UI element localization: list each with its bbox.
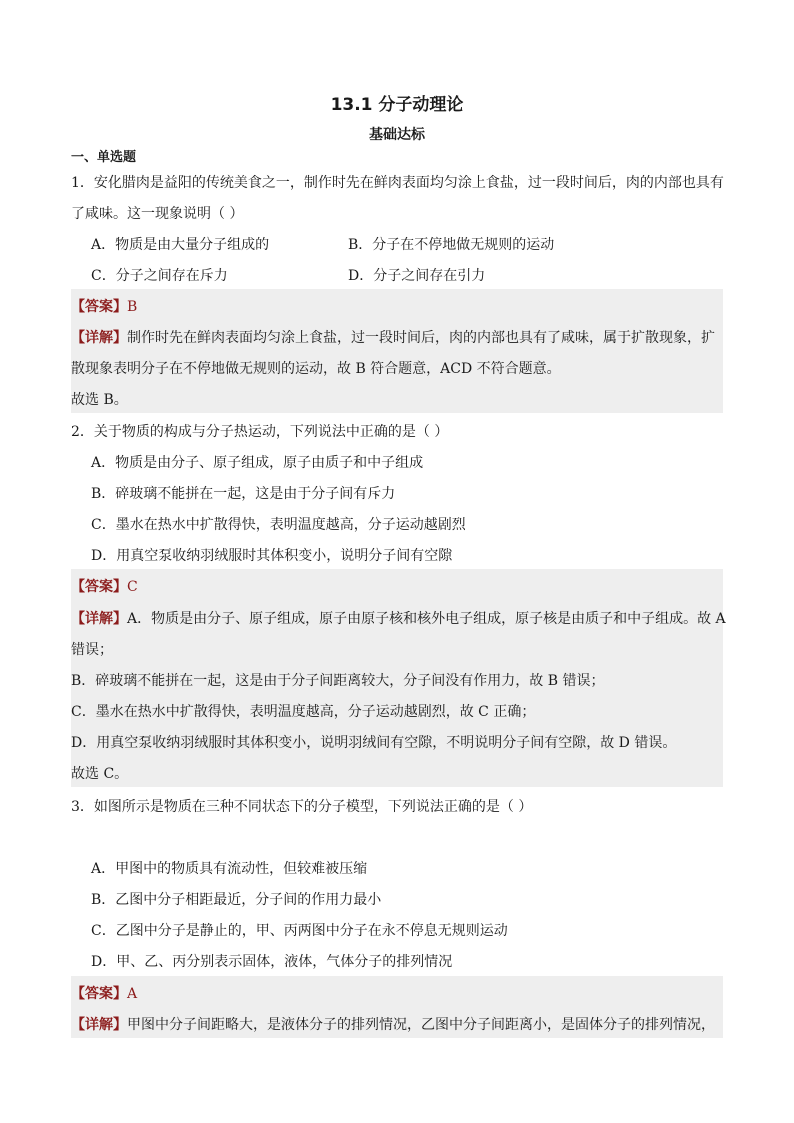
q2-detail-line-4: C．墨水在热水中扩散得快，表明温度越高，分子运动越剧烈，故 C 正确； (71, 704, 536, 720)
q3-option-c: C．乙图中分子是静止的，甲、丙两图中分子在永不停息无规则运动 (91, 923, 508, 939)
q2-option-b: B．碎玻璃不能拼在一起，这是由于分子间有斥力 (91, 486, 396, 502)
q1-option-c: C．分子之间存在斥力 (91, 268, 228, 284)
answer-tag: 【答案】 (71, 986, 127, 1002)
answer-value: C (127, 579, 138, 595)
answer-tag: 【答案】 (71, 299, 127, 315)
q2-conclusion: 故选 C。 (71, 766, 129, 782)
answer-value: A (127, 986, 138, 1002)
q2-stem: 2．关于物质的构成与分子热运动，下列说法中正确的是（ ） (71, 424, 449, 440)
answer-value: B (127, 299, 138, 315)
q1-stem-line-1: 1．安化腊肉是益阳的传统美食之一，制作时先在鲜肉表面均匀涂上食盐，过一段时间后，肉的内部也具有 (71, 175, 724, 191)
q1-detail-line-2: 散现象表明分子在不停地做无规则的运动，故 B 符合题意，ACD 不符合题意。 (71, 361, 561, 377)
q2-option-d: D．用真空泵收纳羽绒服时其体积变小，说明分子间有空隙 (91, 548, 453, 564)
q1-option-a: A．物质是由大量分子组成的 (91, 237, 270, 253)
q3-stem: 3．如图所示是物质在三种不同状态下的分子模型，下列说法正确的是（ ） (71, 799, 533, 815)
q2-detail-line-2: 错误； (71, 642, 113, 658)
q2-option-a: A．物质是由分子、原子组成，原子由质子和中子组成 (91, 455, 424, 471)
page-subtitle: 基础达标 (369, 127, 425, 143)
q1-conclusion: 故选 B。 (71, 392, 128, 408)
q1-stem-line-2: 了咸味。这一现象说明（ ） (71, 206, 244, 222)
detail-tag: 【详解】 (71, 611, 127, 627)
q2-detail-line-5: D．用真空泵收纳羽绒服时其体积变小，说明羽绒间有空隙，不明说明分子间有空隙，故 D 错误。 (71, 735, 677, 751)
detail-tag: 【详解】 (71, 330, 127, 346)
q2-answer (71, 576, 723, 596)
q3-option-b: B．乙图中分子相距最近，分子间的作用力最小 (91, 892, 382, 908)
q2-detail-line-1: 【详解】A．物质是由分子、原子组成，原子由原子核和核外电子组成，原子核是由质子和中子组成。故 A (71, 611, 726, 627)
q3-detail-line-1: 【详解】甲图中分子间距略大，是液体分子的排列情况，乙图中分子间距离小，是固体分子的排列情况， (71, 1017, 715, 1033)
answer-tag: 【答案】 (71, 579, 127, 595)
q1-detail-line-1: 【详解】制作时先在鲜肉表面均匀涂上食盐，过一段时间后，肉的内部也具有了咸味，属于扩散现象，扩 (71, 330, 715, 346)
section-heading: 一、单选题 (71, 150, 137, 165)
detail-tag: 【详解】 (71, 1017, 127, 1033)
q1-option-b: B．分子在不停地做无规则的运动 (348, 237, 555, 253)
q3-answer (71, 983, 723, 1003)
q2-detail-line-3: B．碎玻璃不能拼在一起，这是由于分子间距离较大，分子间没有作用力，故 B 错误； (71, 673, 605, 689)
q3-option-a: A．甲图中的物质具有流动性，但较难被压缩 (91, 861, 368, 877)
q3-option-d: D．甲、乙、丙分别表示固体，液体，气体分子的排列情况 (91, 954, 453, 970)
q1-answer (71, 296, 723, 316)
page-title: 13.1 分子动理论 (330, 95, 464, 115)
q1-option-d: D．分子之间存在引力 (348, 268, 486, 284)
q2-option-c: C．墨水在热水中扩散得快，表明温度越高，分子运动越剧烈 (91, 517, 466, 533)
